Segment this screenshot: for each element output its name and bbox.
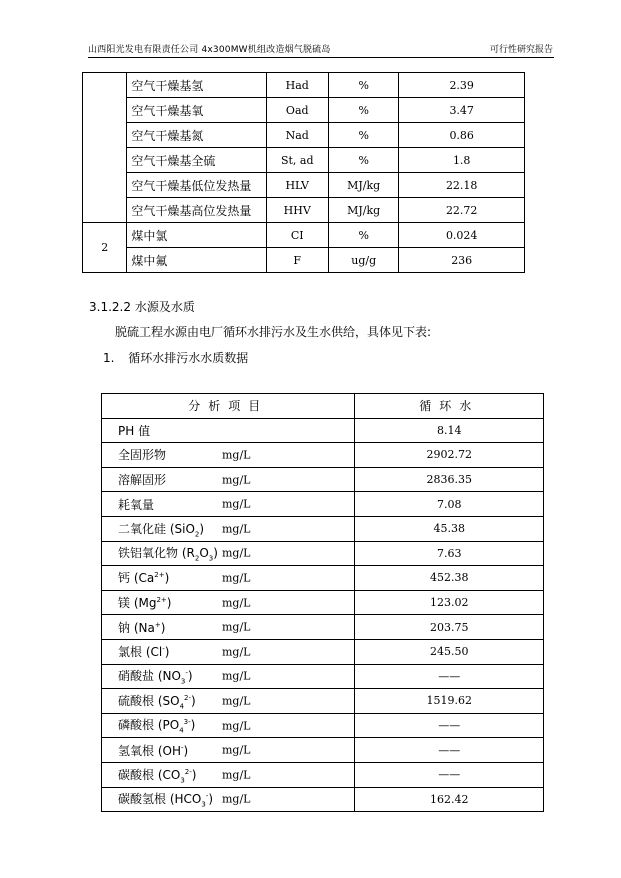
table-row — [83, 98, 525, 123]
item-unit: MJ/kg — [328, 173, 398, 198]
table-row — [102, 566, 544, 591]
item-unit: mg/L — [222, 645, 251, 659]
table-row — [83, 198, 525, 223]
subscript: 2 — [194, 529, 200, 538]
item-value: 7.08 — [355, 492, 544, 517]
table-row — [83, 223, 525, 248]
item-value: —— — [355, 738, 544, 763]
item-name: 溶解固形 — [118, 473, 167, 488]
group-index-cell: 2 — [83, 223, 127, 273]
coal-analysis-table — [82, 72, 525, 273]
item-value: 2.39 — [399, 73, 525, 98]
analysis-item — [102, 713, 355, 738]
item-unit: mg/L — [222, 596, 251, 610]
header-company: 山西阳光发电有限责任公司 4x300MW机组改造烟气脱硫岛 — [88, 45, 331, 55]
analysis-item — [102, 418, 355, 443]
item-symbol: St, ad — [266, 148, 328, 173]
item-value: 7.63 — [355, 541, 544, 566]
item-value: 22.18 — [399, 173, 525, 198]
item-value: 236 — [399, 248, 525, 273]
item-unit: mg/L — [222, 719, 251, 733]
item-name: 磷酸根 $(PO_4^{3-})$ — [118, 718, 196, 735]
item-symbol: Oad — [266, 98, 328, 123]
analysis-item — [102, 467, 355, 492]
analysis-item — [102, 664, 355, 689]
header-circulating-water: 循环水 — [355, 394, 544, 419]
item-value: —— — [355, 762, 544, 787]
item-name: 碳酸氢根 $(HCO_3^-)$ — [118, 792, 214, 809]
table-row — [102, 664, 544, 689]
item-symbol: Had — [266, 73, 328, 98]
item-unit: mg/L — [222, 473, 251, 487]
item-unit: mg/L — [222, 669, 251, 683]
item-name: 空气干燥基氮 — [127, 123, 266, 148]
item-name: 煤中氟 — [127, 248, 266, 273]
table-row — [102, 590, 544, 615]
item-name: 空气干燥基全硫 — [127, 148, 266, 173]
item-symbol: HHV — [266, 198, 328, 223]
table-row — [102, 418, 544, 443]
section-title: 水源及水质 — [134, 300, 195, 314]
item-name: 空气干燥基低位发热量 — [127, 173, 266, 198]
header-rule — [88, 57, 554, 58]
item-value: 22.72 — [399, 198, 525, 223]
analysis-item — [102, 738, 355, 763]
item-unit: mg/L — [222, 694, 251, 708]
superscript: + — [154, 620, 161, 629]
analysis-item — [102, 590, 355, 615]
table-row — [83, 173, 525, 198]
item-name: 钠 (Na+) — [118, 620, 166, 635]
item-symbol: Nad — [266, 123, 328, 148]
item-unit: mg/L — [222, 743, 251, 757]
item-value: 0.86 — [399, 123, 525, 148]
analysis-item — [102, 566, 355, 591]
item-name: 硫酸根 $(SO_4^{2-})$ — [118, 693, 196, 711]
item-value: 8.14 — [355, 418, 544, 443]
superscript: - — [205, 792, 209, 801]
item-name: 镁 $(Mg^{2+})$ — [118, 596, 172, 611]
section-heading — [89, 298, 195, 315]
analysis-item — [102, 787, 355, 812]
item-unit: mg/L — [222, 522, 251, 536]
item-name: 碳酸根 $(CO_3^{2-})$ — [118, 767, 197, 784]
list-item — [103, 349, 248, 366]
analysis-item — [102, 516, 355, 541]
superscript: 2+ — [154, 571, 165, 580]
item-unit: % — [328, 123, 398, 148]
item-name: 耗氧量 — [118, 497, 155, 512]
analysis-item — [102, 541, 355, 566]
item-value: 1519.62 — [355, 689, 544, 714]
item-value: 203.75 — [355, 615, 544, 640]
section-paragraph: 脱硫工程水源由电厂循环水排污水及生水供给，具体见下表: — [115, 325, 432, 339]
item-name: 空气干燥基氧 — [127, 98, 266, 123]
item-name: 钙 $(Ca^{2+})$ — [118, 571, 170, 586]
item-unit: mg/L — [222, 792, 251, 806]
table-row — [83, 148, 525, 173]
analysis-item — [102, 762, 355, 787]
item-unit: mg/L — [222, 571, 251, 585]
item-unit: ug/g — [328, 248, 398, 273]
table-header-row — [102, 394, 544, 419]
item-value: 2902.72 — [355, 443, 544, 468]
list-number: 1. — [103, 351, 115, 365]
superscript: 2- — [184, 693, 192, 702]
item-value: 452.38 — [355, 566, 544, 591]
group-index-cell — [83, 73, 127, 223]
table-row — [102, 443, 544, 468]
item-unit: mg/L — [222, 448, 251, 462]
subscript: 3 — [180, 677, 186, 686]
analysis-item — [102, 615, 355, 640]
header-report-type: 可行性研究报告 — [489, 45, 553, 55]
table-row — [102, 689, 544, 714]
analysis-item — [102, 689, 355, 714]
item-unit: mg/L — [222, 620, 251, 634]
item-value: 3.47 — [399, 98, 525, 123]
subscript: 3 — [201, 800, 206, 809]
item-unit: MJ/kg — [328, 198, 398, 223]
item-symbol: CI — [266, 223, 328, 248]
item-value: 2836.35 — [355, 467, 544, 492]
item-name: 铁铝氧化物 $(R_2O_3)$ — [118, 546, 218, 563]
item-name: 空气干燥基高位发热量 — [127, 198, 266, 223]
item-unit: % — [328, 223, 398, 248]
item-value: 1.8 — [399, 148, 525, 173]
superscript: 3- — [183, 718, 191, 727]
table-row — [83, 73, 525, 98]
table-row — [102, 516, 544, 541]
item-name: 氢氧根 (OH-) — [118, 743, 189, 758]
table-row — [102, 615, 544, 640]
item-value: 162.42 — [355, 787, 544, 812]
item-value: 245.50 — [355, 639, 544, 664]
subscript: 4 — [179, 702, 185, 711]
superscript: 2- — [184, 767, 192, 776]
table-row — [102, 762, 544, 787]
item-value: 0.024 — [399, 223, 525, 248]
table-row — [102, 639, 544, 664]
item-unit: % — [328, 73, 398, 98]
item-symbol: HLV — [266, 173, 328, 198]
table-row — [83, 248, 525, 273]
subscript: 3 — [208, 554, 214, 563]
table-row — [102, 492, 544, 517]
water-quality-table — [101, 393, 544, 812]
item-name: 全固形物 — [118, 448, 167, 463]
item-value: —— — [355, 664, 544, 689]
table-row — [102, 738, 544, 763]
analysis-item — [102, 639, 355, 664]
item-name: 硝酸盐 $(NO_3^-)$ — [118, 669, 193, 686]
header-item: 分析项目 — [102, 394, 355, 419]
item-name: PH 值 — [118, 423, 151, 438]
superscript: - — [180, 743, 184, 752]
superscript: - — [185, 669, 188, 678]
item-value: 45.38 — [355, 516, 544, 541]
item-name: 二氧化硅 (SiO$_2$) — [118, 521, 205, 538]
item-value: 123.02 — [355, 590, 544, 615]
item-name: 氯根 (Cl-) — [118, 645, 170, 660]
item-unit: mg/L — [222, 546, 251, 560]
table-row — [102, 787, 544, 812]
item-unit: % — [328, 148, 398, 173]
subscript: 4 — [179, 726, 184, 735]
list-text: 循环水排污水水质数据 — [128, 351, 249, 365]
item-unit: % — [328, 98, 398, 123]
item-unit: mg/L — [222, 497, 251, 511]
table-row — [102, 713, 544, 738]
item-symbol: F — [266, 248, 328, 273]
table-row — [102, 467, 544, 492]
analysis-item — [102, 443, 355, 468]
table-row — [102, 541, 544, 566]
item-name: 空气干燥基氢 — [127, 73, 266, 98]
section-number: 3.1.2.2 — [89, 300, 131, 314]
superscript: 2+ — [156, 596, 167, 605]
item-value: —— — [355, 713, 544, 738]
item-name: 煤中氯 — [127, 223, 266, 248]
item-unit: mg/L — [222, 768, 251, 782]
page-header — [88, 42, 553, 56]
analysis-item — [102, 492, 355, 517]
superscript: - — [162, 645, 165, 654]
subscript: 2 — [194, 554, 200, 563]
subscript: 3 — [180, 775, 185, 784]
table-row — [83, 123, 525, 148]
